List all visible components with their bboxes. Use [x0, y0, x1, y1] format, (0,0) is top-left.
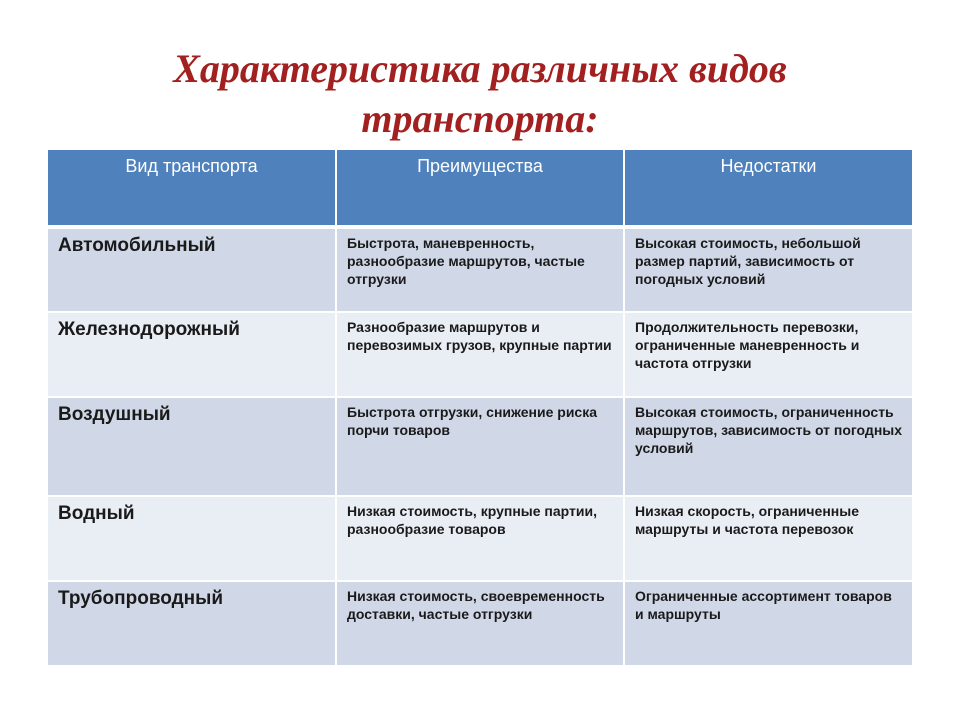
disadvantages-cell: Продолжительность перевозки, ограниченные маневренность и частота отгрузки [624, 312, 912, 397]
advantages-cell: Разнообразие маршрутов и перевозимых грузов, крупные партии [336, 312, 624, 397]
table-row [48, 581, 912, 666]
transport-type-cell: Воздушный [48, 397, 336, 496]
disadvantages-cell: Ограниченные ассортимент товаров и маршруты [624, 581, 912, 666]
transport-type-cell: Железнодорожный [48, 312, 336, 397]
slide-title [0, 44, 960, 144]
table-row [48, 496, 912, 581]
slide-title-line-1: Характеристика различных видов [173, 46, 787, 91]
table-header [48, 150, 912, 227]
transport-type-cell: Автомобильный [48, 227, 336, 312]
table-body [48, 227, 912, 666]
table-row [48, 227, 912, 312]
header-advantages: Преимущества [336, 150, 624, 227]
transport-type-cell: Трубопроводный [48, 581, 336, 666]
advantages-cell: Быстрота отгрузки, снижение риска порчи товаров [336, 397, 624, 496]
disadvantages-cell: Высокая стоимость, ограниченность маршрутов, зависимость от погодных условий [624, 397, 912, 496]
header-transport-type: Вид транспорта [48, 150, 336, 227]
advantages-cell: Низкая стоимость, крупные партии, разнообразие товаров [336, 496, 624, 581]
transport-comparison-table [48, 150, 912, 667]
transport-type-cell: Водный [48, 496, 336, 581]
header-disadvantages: Недостатки [624, 150, 912, 227]
table-row [48, 397, 912, 496]
table-row [48, 312, 912, 397]
advantages-cell: Низкая стоимость, своевременность доставки, частые отгрузки [336, 581, 624, 666]
disadvantages-cell: Высокая стоимость, небольшой размер партий, зависимость от погодных условий [624, 227, 912, 312]
slide-title-line-2: транспорта: [361, 96, 599, 141]
advantages-cell: Быстрота, маневренность, разнообразие маршрутов, частые отгрузки [336, 227, 624, 312]
table-header-row [48, 150, 912, 227]
disadvantages-cell: Низкая скорость, ограниченные маршруты и частота перевозок [624, 496, 912, 581]
